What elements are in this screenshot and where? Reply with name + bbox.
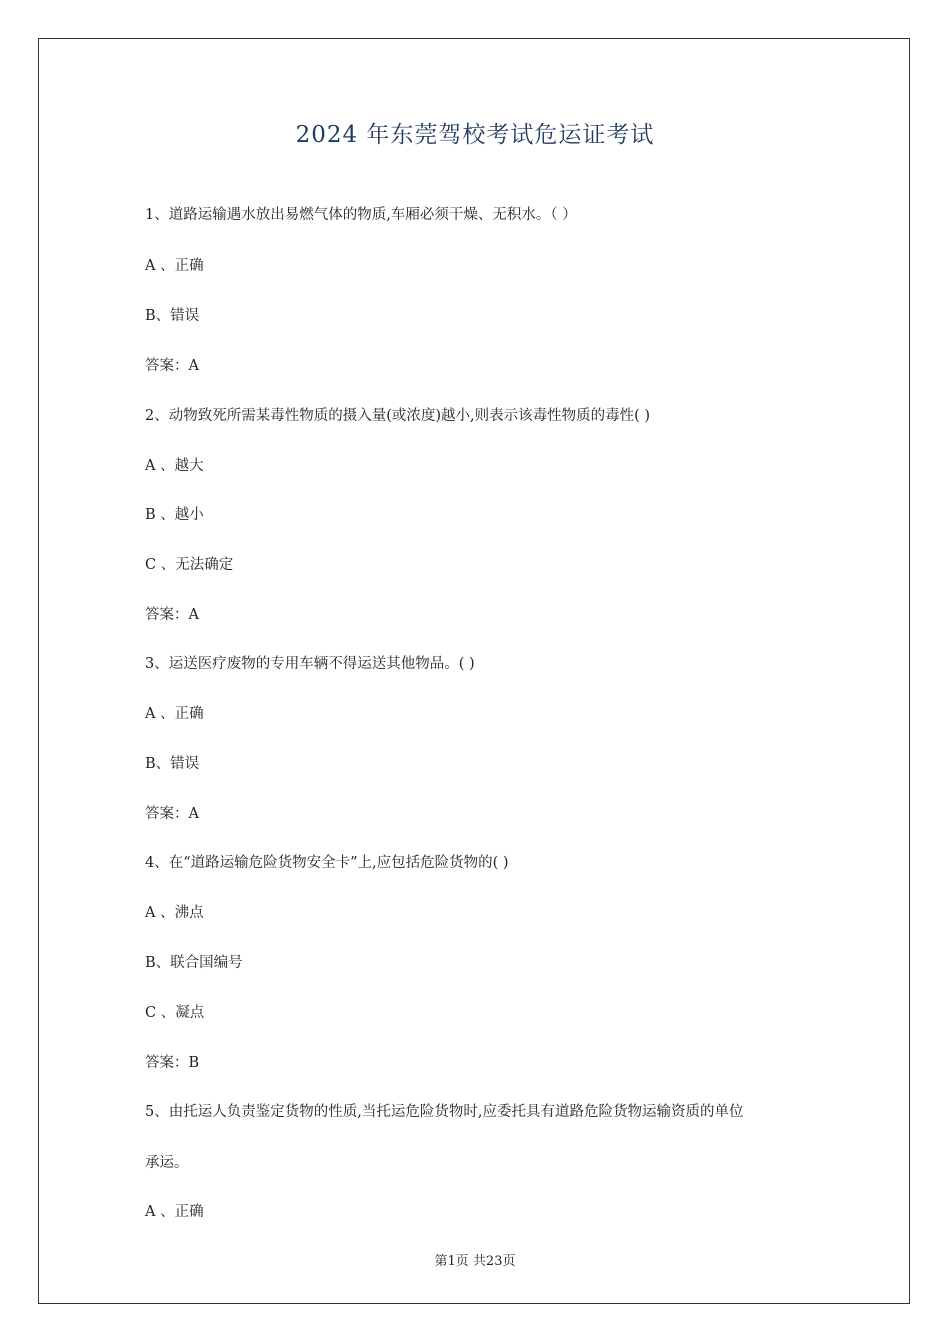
- question-2-option-b: B 、越小: [145, 507, 204, 523]
- page-footer: 第1页 共23页: [434, 1254, 516, 1269]
- question-4-answer: 答案：B: [145, 1055, 200, 1071]
- question-3-option-a: A 、正确: [145, 706, 204, 722]
- question-2-option-c: C 、无法确定: [145, 557, 234, 573]
- question-5-text: 5、由托运人负责鉴定货物的性质,当托运危险货物时,应委托具有道路危险货物运输资质的单位: [145, 1104, 744, 1120]
- question-4-option-c: C 、凝点: [145, 1005, 205, 1021]
- question-3-text: 3、运送医疗废物的专用车辆不得运送其他物品。( ): [145, 656, 475, 672]
- question-1-option-a: A 、正确: [145, 258, 204, 274]
- question-1-option-b: B、错误: [145, 308, 200, 324]
- question-4-option-a: A 、沸点: [145, 905, 204, 921]
- question-1-answer: 答案：A: [145, 358, 199, 374]
- question-4-option-b: B、联合国编号: [145, 955, 243, 971]
- document-title: 2024 年东莞驾校考试危运证考试: [295, 122, 655, 148]
- question-1-text: 1、道路运输遇水放出易燃气体的物质,车厢必须干燥、无积水。（ ）: [145, 207, 577, 223]
- question-2-answer: 答案：A: [145, 607, 199, 623]
- question-2-text: 2、动物致死所需某毒性物质的摄入量(或浓度)越小,则表示该毒性物质的毒性( ): [145, 408, 651, 424]
- question-3-answer: 答案：A: [145, 806, 199, 822]
- question-5-option-a: A 、正确: [145, 1204, 204, 1220]
- question-5-text-continued: 承运。: [145, 1155, 189, 1171]
- question-4-text: 4、在“道路运输危险货物安全卡”上,应包括危险货物的( ): [145, 855, 509, 871]
- question-2-option-a: A 、越大: [145, 458, 204, 474]
- question-3-option-b: B、错误: [145, 756, 200, 772]
